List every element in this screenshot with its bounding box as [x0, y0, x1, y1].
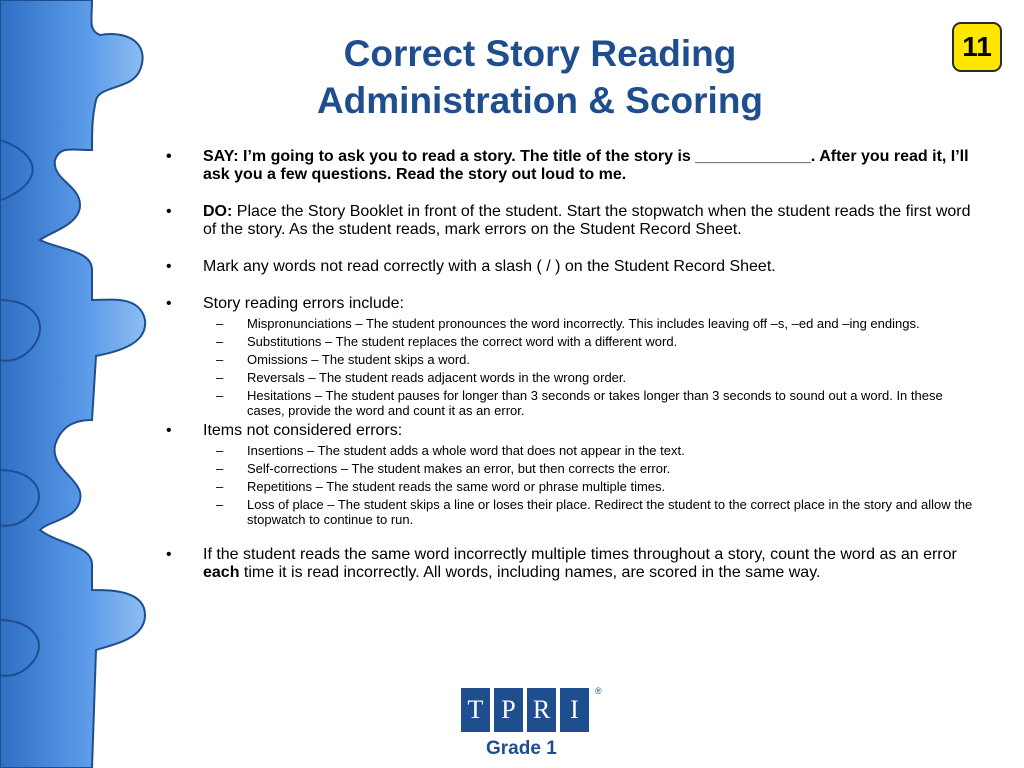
bullet-final-bold: each	[203, 564, 240, 581]
registered-mark: ®	[595, 686, 602, 696]
bullet-final-before: If the student reads the same word incorrectly multiple times throughout a story, count the word as an error	[203, 546, 957, 563]
bullet-do	[162, 203, 977, 239]
error-item: – Substitutions – The student replaces the correct word with a different word.	[162, 334, 977, 349]
error-item: – Omissions – The student skips a word.	[162, 352, 977, 367]
bullet-do-text: Place the Story Booklet in front of the student. Start the stopwatch when the student reads the first word of the story. As the student reads, mark errors on the Student Record Sheet.	[203, 203, 971, 238]
bullet-final-after: time it is read incorrectly. All words, including names, are scored in the same way.	[239, 564, 821, 581]
slide-title	[225, 30, 855, 124]
bullet-errors-heading: • Story reading errors include:	[162, 295, 977, 313]
grade-label: Grade 1	[486, 738, 557, 759]
bullet-say: • SAY: I’m going to ask you to read a story. The title of the story is _____________. After you read it, I’ll ask you a few questions. Read the story out loud to me.	[162, 148, 977, 184]
not-error-item: – Loss of place – The student skips a line or loses their place. Redirect the student to the correct place in the story and allow the stopwatch to continue to run.	[162, 497, 977, 527]
tpri-logo	[461, 686, 602, 759]
logo-letter: P	[494, 688, 523, 732]
slide-content	[162, 148, 977, 582]
page-number-badge: 11	[952, 22, 1002, 72]
bullet-final	[162, 546, 977, 582]
error-item: – Reversals – The student reads adjacent words in the wrong order.	[162, 370, 977, 385]
slide-title-line-2: Administration & Scoring	[316, 80, 764, 121]
error-item: – Mispronunciations – The student pronounces the word incorrectly. This includes leaving off –s, –ed and –ing endings.	[162, 316, 977, 331]
slide-title-line-1: Correct Story Reading	[343, 33, 737, 74]
logo-letter: T	[461, 688, 490, 732]
bullet-mark: • Mark any words not read correctly with a slash ( / ) on the Student Record Sheet.	[162, 258, 977, 276]
error-item: – Hesitations – The student pauses for longer than 3 seconds or takes longer than 3 seconds to sound out a word. In these cases, provide the word and count it as an error.	[162, 388, 977, 418]
logo-letter: I	[560, 688, 589, 732]
bullet-do-label: DO:	[203, 203, 233, 220]
bullet-not-errors-heading: • Items not considered errors:	[162, 422, 977, 440]
not-error-item: – Repetitions – The student reads the same word or phrase multiple times.	[162, 479, 977, 494]
not-error-item: – Insertions – The student adds a whole word that does not appear in the text.	[162, 443, 977, 458]
puzzle-border-decoration	[0, 0, 150, 768]
logo-letter: R	[527, 688, 556, 732]
not-error-item: – Self-corrections – The student makes an error, but then corrects the error.	[162, 461, 977, 476]
